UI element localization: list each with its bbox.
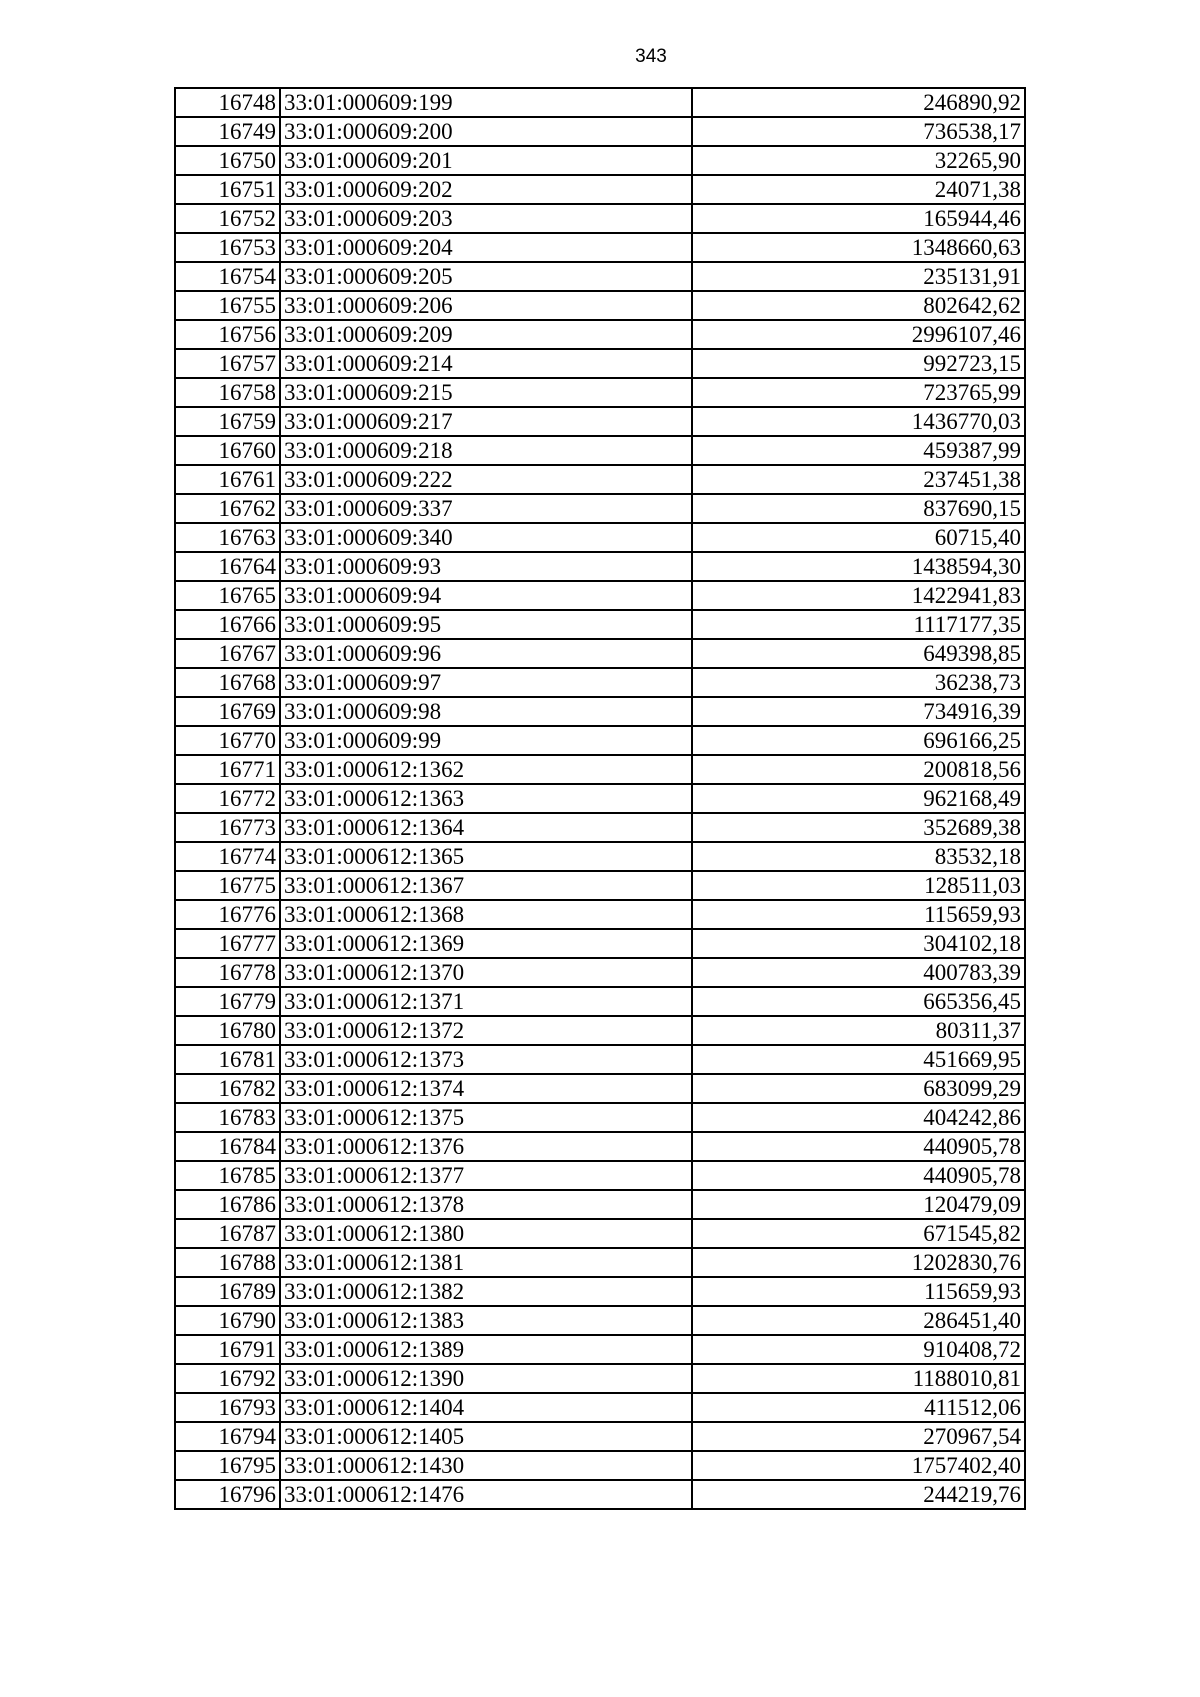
table-row <box>175 929 1025 958</box>
row-number-cell: 16787 <box>175 1219 280 1248</box>
cadastral-number-cell: 33:01:000609:205 <box>280 262 692 291</box>
cadastral-number-cell: 33:01:000612:1365 <box>280 842 692 871</box>
row-number-cell: 16789 <box>175 1277 280 1306</box>
table-row <box>175 494 1025 523</box>
table-row <box>175 958 1025 987</box>
value-cell: 802642,62 <box>692 291 1025 320</box>
cadastral-number-cell: 33:01:000612:1371 <box>280 987 692 1016</box>
row-number-cell: 16754 <box>175 262 280 291</box>
value-cell: 404242,86 <box>692 1103 1025 1132</box>
row-number-cell: 16762 <box>175 494 280 523</box>
cadastral-number-cell: 33:01:000609:209 <box>280 320 692 349</box>
value-cell: 286451,40 <box>692 1306 1025 1335</box>
row-number-cell: 16780 <box>175 1016 280 1045</box>
cadastral-number-cell: 33:01:000612:1375 <box>280 1103 692 1132</box>
row-number-cell: 16785 <box>175 1161 280 1190</box>
table-row <box>175 436 1025 465</box>
value-cell: 649398,85 <box>692 639 1025 668</box>
cadastral-number-cell: 33:01:000609:218 <box>280 436 692 465</box>
table-row <box>175 1190 1025 1219</box>
table-row <box>175 349 1025 378</box>
cadastral-number-cell: 33:01:000612:1370 <box>280 958 692 987</box>
cadastral-number-cell: 33:01:000609:95 <box>280 610 692 639</box>
cadastral-number-cell: 33:01:000612:1389 <box>280 1335 692 1364</box>
table-row <box>175 1393 1025 1422</box>
value-cell: 671545,82 <box>692 1219 1025 1248</box>
table-row <box>175 1422 1025 1451</box>
cadastral-number-cell: 33:01:000609:214 <box>280 349 692 378</box>
table-row <box>175 639 1025 668</box>
row-number-cell: 16779 <box>175 987 280 1016</box>
table-row <box>175 465 1025 494</box>
value-cell: 451669,95 <box>692 1045 1025 1074</box>
cadastral-number-cell: 33:01:000612:1378 <box>280 1190 692 1219</box>
cadastral-number-cell: 33:01:000612:1369 <box>280 929 692 958</box>
row-number-cell: 16760 <box>175 436 280 465</box>
cadastral-number-cell: 33:01:000609:94 <box>280 581 692 610</box>
table-row <box>175 610 1025 639</box>
row-number-cell: 16772 <box>175 784 280 813</box>
table-row <box>175 755 1025 784</box>
value-cell: 459387,99 <box>692 436 1025 465</box>
table-row <box>175 1480 1025 1509</box>
row-number-cell: 16784 <box>175 1132 280 1161</box>
table-row <box>175 378 1025 407</box>
table-row <box>175 784 1025 813</box>
value-cell: 32265,90 <box>692 146 1025 175</box>
value-cell: 1202830,76 <box>692 1248 1025 1277</box>
cadastral-number-cell: 33:01:000612:1380 <box>280 1219 692 1248</box>
row-number-cell: 16752 <box>175 204 280 233</box>
cadastral-number-cell: 33:01:000612:1476 <box>280 1480 692 1509</box>
cadastral-number-cell: 33:01:000609:93 <box>280 552 692 581</box>
row-number-cell: 16764 <box>175 552 280 581</box>
value-cell: 24071,38 <box>692 175 1025 204</box>
row-number-cell: 16778 <box>175 958 280 987</box>
value-cell: 440905,78 <box>692 1161 1025 1190</box>
cadastral-number-cell: 33:01:000609:96 <box>280 639 692 668</box>
value-cell: 2996107,46 <box>692 320 1025 349</box>
value-cell: 120479,09 <box>692 1190 1025 1219</box>
cadastral-number-cell: 33:01:000612:1362 <box>280 755 692 784</box>
value-cell: 60715,40 <box>692 523 1025 552</box>
value-cell: 411512,06 <box>692 1393 1025 1422</box>
row-number-cell: 16796 <box>175 1480 280 1509</box>
value-cell: 992723,15 <box>692 349 1025 378</box>
value-cell: 165944,46 <box>692 204 1025 233</box>
row-number-cell: 16795 <box>175 1451 280 1480</box>
row-number-cell: 16771 <box>175 755 280 784</box>
row-number-cell: 16777 <box>175 929 280 958</box>
cadastral-number-cell: 33:01:000609:199 <box>280 88 692 117</box>
value-cell: 244219,76 <box>692 1480 1025 1509</box>
cadastral-number-cell: 33:01:000609:337 <box>280 494 692 523</box>
table-row <box>175 1161 1025 1190</box>
row-number-cell: 16763 <box>175 523 280 552</box>
cadastral-number-cell: 33:01:000609:201 <box>280 146 692 175</box>
value-cell: 1757402,40 <box>692 1451 1025 1480</box>
cadastral-number-cell: 33:01:000612:1376 <box>280 1132 692 1161</box>
row-number-cell: 16769 <box>175 697 280 726</box>
cadastral-number-cell: 33:01:000609:98 <box>280 697 692 726</box>
cadastral-number-cell: 33:01:000612:1363 <box>280 784 692 813</box>
row-number-cell: 16781 <box>175 1045 280 1074</box>
cadastral-number-cell: 33:01:000609:203 <box>280 204 692 233</box>
table-row <box>175 552 1025 581</box>
page-number: 343 <box>635 46 667 67</box>
row-number-cell: 16753 <box>175 233 280 262</box>
value-cell: 1438594,30 <box>692 552 1025 581</box>
cadastral-number-cell: 33:01:000612:1390 <box>280 1364 692 1393</box>
table-row <box>175 813 1025 842</box>
table-row <box>175 1103 1025 1132</box>
value-cell: 734916,39 <box>692 697 1025 726</box>
cadastral-number-cell: 33:01:000609:200 <box>280 117 692 146</box>
table-row <box>175 1219 1025 1248</box>
table-row <box>175 262 1025 291</box>
row-number-cell: 16759 <box>175 407 280 436</box>
table-row <box>175 291 1025 320</box>
row-number-cell: 16782 <box>175 1074 280 1103</box>
value-cell: 837690,15 <box>692 494 1025 523</box>
cadastral-number-cell: 33:01:000612:1372 <box>280 1016 692 1045</box>
table-row <box>175 204 1025 233</box>
table-row <box>175 1248 1025 1277</box>
value-cell: 696166,25 <box>692 726 1025 755</box>
row-number-cell: 16758 <box>175 378 280 407</box>
table-row <box>175 871 1025 900</box>
table-row <box>175 1335 1025 1364</box>
row-number-cell: 16748 <box>175 88 280 117</box>
row-number-cell: 16776 <box>175 900 280 929</box>
cadastre-table <box>174 87 1026 1510</box>
table-row <box>175 1016 1025 1045</box>
cadastral-number-cell: 33:01:000609:97 <box>280 668 692 697</box>
table-row <box>175 1306 1025 1335</box>
row-number-cell: 16793 <box>175 1393 280 1422</box>
cadastral-number-cell: 33:01:000609:222 <box>280 465 692 494</box>
table-row <box>175 1277 1025 1306</box>
value-cell: 910408,72 <box>692 1335 1025 1364</box>
value-cell: 400783,39 <box>692 958 1025 987</box>
cadastral-number-cell: 33:01:000612:1368 <box>280 900 692 929</box>
table-row <box>175 407 1025 436</box>
value-cell: 962168,49 <box>692 784 1025 813</box>
row-number-cell: 16790 <box>175 1306 280 1335</box>
value-cell: 665356,45 <box>692 987 1025 1016</box>
row-number-cell: 16792 <box>175 1364 280 1393</box>
value-cell: 1117177,35 <box>692 610 1025 639</box>
row-number-cell: 16761 <box>175 465 280 494</box>
value-cell: 683099,29 <box>692 1074 1025 1103</box>
value-cell: 304102,18 <box>692 929 1025 958</box>
row-number-cell: 16770 <box>175 726 280 755</box>
row-number-cell: 16765 <box>175 581 280 610</box>
row-number-cell: 16786 <box>175 1190 280 1219</box>
row-number-cell: 16775 <box>175 871 280 900</box>
cadastral-number-cell: 33:01:000609:99 <box>280 726 692 755</box>
row-number-cell: 16750 <box>175 146 280 175</box>
row-number-cell: 16773 <box>175 813 280 842</box>
row-number-cell: 16766 <box>175 610 280 639</box>
row-number-cell: 16791 <box>175 1335 280 1364</box>
cadastral-number-cell: 33:01:000609:206 <box>280 291 692 320</box>
table-row <box>175 117 1025 146</box>
value-cell: 115659,93 <box>692 900 1025 929</box>
value-cell: 1422941,83 <box>692 581 1025 610</box>
value-cell: 440905,78 <box>692 1132 1025 1161</box>
value-cell: 237451,38 <box>692 465 1025 494</box>
value-cell: 270967,54 <box>692 1422 1025 1451</box>
table-row <box>175 233 1025 262</box>
table-body <box>175 88 1025 1509</box>
table-row <box>175 697 1025 726</box>
table-row <box>175 523 1025 552</box>
table-row <box>175 842 1025 871</box>
table-row <box>175 1074 1025 1103</box>
value-cell: 128511,03 <box>692 871 1025 900</box>
cadastral-number-cell: 33:01:000612:1382 <box>280 1277 692 1306</box>
table-row <box>175 1364 1025 1393</box>
value-cell: 83532,18 <box>692 842 1025 871</box>
cadastral-number-cell: 33:01:000612:1374 <box>280 1074 692 1103</box>
row-number-cell: 16768 <box>175 668 280 697</box>
value-cell: 736538,17 <box>692 117 1025 146</box>
value-cell: 1436770,03 <box>692 407 1025 436</box>
row-number-cell: 16794 <box>175 1422 280 1451</box>
row-number-cell: 16757 <box>175 349 280 378</box>
row-number-cell: 16756 <box>175 320 280 349</box>
cadastral-number-cell: 33:01:000609:217 <box>280 407 692 436</box>
table-row <box>175 146 1025 175</box>
value-cell: 36238,73 <box>692 668 1025 697</box>
value-cell: 246890,92 <box>692 88 1025 117</box>
row-number-cell: 16767 <box>175 639 280 668</box>
cadastral-number-cell: 33:01:000609:204 <box>280 233 692 262</box>
value-cell: 200818,56 <box>692 755 1025 784</box>
cadastral-number-cell: 33:01:000612:1377 <box>280 1161 692 1190</box>
row-number-cell: 16788 <box>175 1248 280 1277</box>
cadastral-number-cell: 33:01:000612:1373 <box>280 1045 692 1074</box>
table-row <box>175 88 1025 117</box>
cadastral-number-cell: 33:01:000609:202 <box>280 175 692 204</box>
cadastral-number-cell: 33:01:000609:215 <box>280 378 692 407</box>
cadastral-number-cell: 33:01:000612:1381 <box>280 1248 692 1277</box>
cadastral-number-cell: 33:01:000609:340 <box>280 523 692 552</box>
value-cell: 723765,99 <box>692 378 1025 407</box>
value-cell: 352689,38 <box>692 813 1025 842</box>
cadastral-number-cell: 33:01:000612:1367 <box>280 871 692 900</box>
row-number-cell: 16749 <box>175 117 280 146</box>
value-cell: 80311,37 <box>692 1016 1025 1045</box>
row-number-cell: 16783 <box>175 1103 280 1132</box>
value-cell: 235131,91 <box>692 262 1025 291</box>
row-number-cell: 16755 <box>175 291 280 320</box>
table-row <box>175 1132 1025 1161</box>
table-row <box>175 987 1025 1016</box>
cadastral-number-cell: 33:01:000612:1404 <box>280 1393 692 1422</box>
cadastral-number-cell: 33:01:000612:1383 <box>280 1306 692 1335</box>
table-row <box>175 175 1025 204</box>
row-number-cell: 16751 <box>175 175 280 204</box>
table-row <box>175 1045 1025 1074</box>
table-row <box>175 900 1025 929</box>
table-row <box>175 726 1025 755</box>
table-row <box>175 320 1025 349</box>
cadastral-number-cell: 33:01:000612:1405 <box>280 1422 692 1451</box>
value-cell: 1188010,81 <box>692 1364 1025 1393</box>
value-cell: 1348660,63 <box>692 233 1025 262</box>
table-row <box>175 581 1025 610</box>
table-row <box>175 668 1025 697</box>
cadastral-number-cell: 33:01:000612:1430 <box>280 1451 692 1480</box>
table-row <box>175 1451 1025 1480</box>
cadastral-number-cell: 33:01:000612:1364 <box>280 813 692 842</box>
value-cell: 115659,93 <box>692 1277 1025 1306</box>
row-number-cell: 16774 <box>175 842 280 871</box>
